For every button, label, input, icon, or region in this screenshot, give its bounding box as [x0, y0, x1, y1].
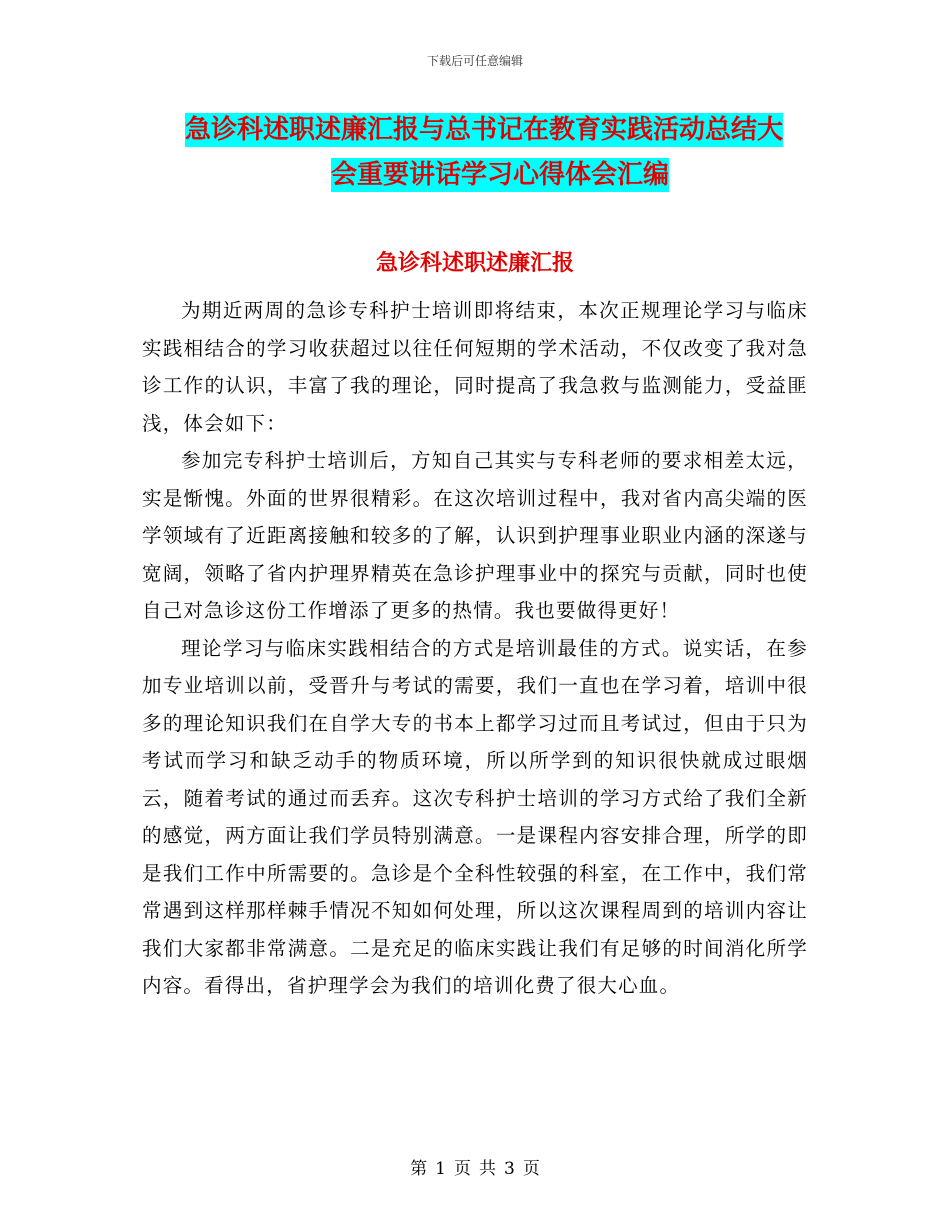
paragraph: 理论学习与临床实践相结合的方式是培训最佳的方式。说实话，在参加专业培训以前，受晋升与考试的需要，我们一直也在学习着，培训中很多的理论知识我们在自学大专的书本上都学习过而且考试过，但由于只为考试而学习和缺乏动手的物质环境，所以所学到的知识很快就成过眼烟云，随着考试的通过而丢弃。这次专科护士培训的学习方式给了我们全新的感觉，两方面让我们学员特别满意。一是课程内容安排合理，所学的即是我们工作中所需要的。急诊是个全科性较强的科室，在工作中，我们常常遇到这样那样棘手情况不知如何处理，所以这次课程周到的培训内容让我们大家都非常满意。二是充足的临床实践让我们有足够的时间消化所学内容。看得出，省护理学会为我们的培训化费了很大心血。 — [142, 636, 808, 997]
total-label: 共 — [479, 1159, 496, 1179]
section-title: 急诊科述职述廉汇报 — [375, 251, 574, 276]
header-note: 下载后可任意编辑 — [426, 54, 523, 68]
document-title — [185, 108, 825, 198]
paragraph: 参加完专科护士培训后，方知自己其实与专科老师的要求相差太远，实是惭愧。外面的世界很精彩。在这次培训过程中，我对省内高尖端的医学领域有了近距离接触和较多的了解，认识到护理事业职业内涵的深遂与宽阔，领略了省内护理界精英在急诊护理事业中的探究与贡献，同时也使自己对急诊这份工作增添了更多的热情。我也要做得更好！ — [142, 449, 808, 622]
page-label-mid: 页 — [454, 1159, 471, 1179]
page-label-suffix: 页 — [522, 1159, 540, 1179]
current-page-number: 1 — [435, 1159, 446, 1179]
total-pages-number: 3 — [504, 1159, 515, 1179]
document-body — [142, 292, 808, 1005]
page-footer — [0, 1154, 950, 1179]
page-label-prefix: 第 — [410, 1159, 428, 1179]
document-title-line1: 急诊科述职述廉汇报与总书记在教育实践活动总结大 — [185, 115, 784, 145]
document-title-line2: 会重要讲话学习心得体会汇编 — [330, 160, 669, 190]
paragraph: 为期近两周的急诊专科护士培训即将结束，本次正规理论学习与临床实践相结合的学习收获超过以往任何短期的学术活动，不仅改变了我对急诊工作的认识，丰富了我的理论，同时提高了我急救与监测能力，受益匪浅，体会如下： — [142, 299, 808, 435]
